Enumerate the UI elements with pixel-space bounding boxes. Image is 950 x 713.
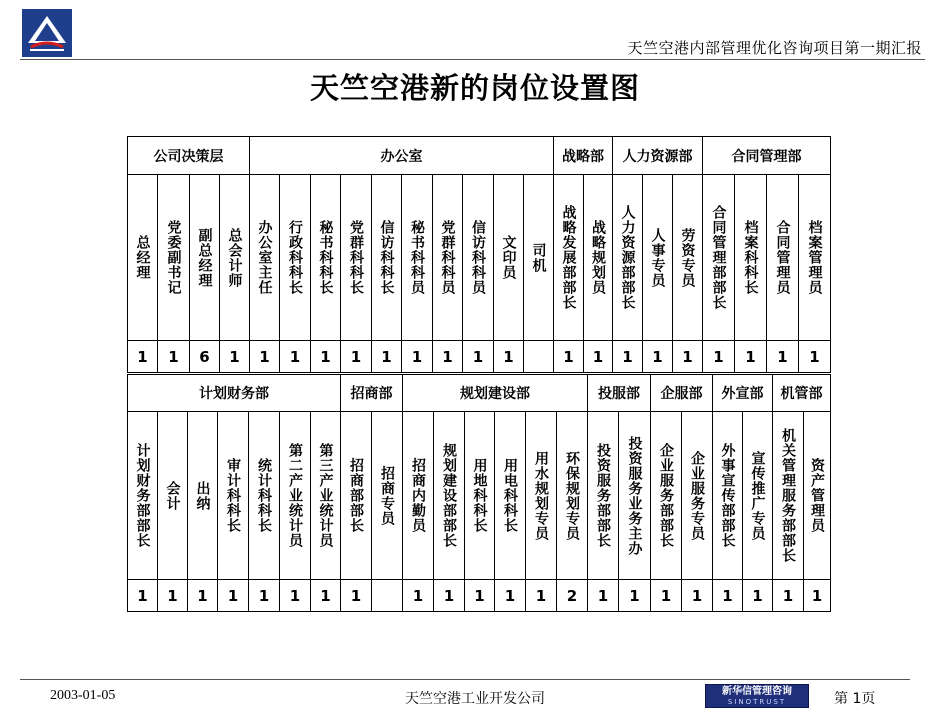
position-cell	[371, 411, 403, 580]
headcount-value: 1	[503, 347, 514, 366]
headcount-cell	[772, 579, 804, 612]
position-cell	[464, 411, 495, 580]
position-cell	[712, 411, 743, 580]
position-title: 用水规划专员	[533, 450, 549, 541]
headcount-value: 1	[682, 347, 693, 366]
consultant-logo	[705, 684, 809, 708]
position-cell	[803, 411, 831, 580]
headcount-value: 1	[472, 347, 484, 366]
department-name: 招商部	[350, 386, 393, 402]
position-title: 用地科科长	[471, 458, 488, 533]
headcount-value: 1	[258, 586, 270, 605]
headcount-value: 1	[168, 347, 179, 366]
position-cell	[681, 411, 713, 580]
position-title: 秘书科科长	[317, 220, 334, 295]
headcount-cell	[371, 340, 402, 373]
position-title: 人事专员	[649, 227, 666, 288]
position-title: 司机	[530, 242, 547, 273]
position-title: 规划建设部部长	[441, 443, 457, 548]
headcount-cell	[650, 579, 682, 612]
headcount-value: 1	[691, 586, 703, 605]
position-cell	[766, 174, 799, 341]
position-title: 劳资专员	[679, 227, 696, 288]
headcount-value: 1	[629, 586, 640, 605]
headcount-value: 1	[782, 586, 794, 605]
position-cell	[371, 174, 402, 341]
position-title: 总经理	[134, 235, 151, 280]
position-cell	[217, 411, 249, 580]
position-cell	[189, 174, 220, 341]
headcount-value: 1	[809, 347, 820, 366]
position-cell	[402, 411, 434, 580]
headcount-value: 1	[411, 347, 423, 366]
position-cell	[525, 411, 557, 580]
position-cell	[279, 174, 311, 341]
position-cell	[340, 174, 372, 341]
headcount-cell	[279, 579, 311, 612]
headcount-value: 1	[197, 586, 208, 605]
position-title: 第三产业统计员	[317, 443, 334, 548]
position-title: 机关管理服务部部长	[780, 428, 796, 563]
headcount-cell	[494, 579, 526, 612]
position-cell	[310, 411, 341, 580]
headcount-value: 6	[199, 347, 210, 366]
headcount-value: 1	[381, 347, 392, 366]
headcount-value: 1	[535, 586, 547, 605]
position-title: 计划财务部部长	[134, 443, 151, 548]
headcount-cell	[525, 579, 557, 612]
position-cell	[734, 174, 767, 341]
headcount-cell	[157, 340, 190, 373]
department-header	[402, 374, 588, 412]
headcount-value: 1	[652, 347, 663, 366]
position-title: 统计科科长	[256, 458, 272, 533]
headcount-cell	[583, 340, 613, 373]
headcount-cell	[462, 340, 494, 373]
position-cell	[127, 411, 158, 580]
position-title: 宣传推广专员	[749, 450, 766, 541]
position-title: 企业服务专员	[689, 450, 705, 541]
headcount-cell	[248, 579, 280, 612]
footer-divider	[20, 679, 910, 680]
position-cell	[587, 411, 619, 580]
headcount-cell	[672, 340, 703, 373]
headcount-cell	[556, 579, 588, 612]
headcount-cell	[127, 340, 158, 373]
position-cell	[772, 411, 804, 580]
position-cell	[553, 174, 584, 341]
position-title: 党群科科长	[348, 220, 364, 295]
headcount-value: 1	[412, 586, 424, 605]
headcount-value: 2	[566, 586, 578, 605]
position-title: 会计	[164, 480, 181, 511]
position-title: 招商内勤员	[410, 458, 426, 533]
position-cell	[279, 411, 311, 580]
department-header	[249, 136, 554, 175]
department-header	[553, 136, 613, 175]
headcount-cell	[798, 340, 831, 373]
headcount-value: 1	[474, 586, 485, 605]
position-title: 审计科科长	[225, 458, 241, 533]
headcount-value: 1	[622, 347, 633, 366]
position-title: 外事宣传部部长	[719, 443, 736, 548]
position-cell	[583, 174, 613, 341]
headcount-value: 1	[289, 347, 301, 366]
headcount-cell	[340, 579, 372, 612]
headcount-value: 1	[167, 586, 178, 605]
position-title: 信访科科长	[378, 220, 395, 295]
department-header	[127, 374, 341, 412]
position-cell	[650, 411, 682, 580]
department-name: 投服部	[598, 386, 640, 402]
headcount-value: 1	[227, 586, 239, 605]
position-title: 环保规划专员	[564, 450, 580, 541]
position-cell	[672, 174, 703, 341]
position-title: 行政科科长	[287, 220, 303, 295]
headcount-value: 1	[350, 347, 362, 366]
position-cell	[523, 174, 554, 341]
headcount-cell	[127, 579, 158, 612]
position-title: 第二产业统计员	[287, 443, 303, 548]
position-title: 企业服务部部长	[658, 443, 674, 548]
position-cell	[494, 411, 526, 580]
footer-company: 天竺空港工业开发公司	[405, 691, 545, 707]
position-title: 合同管理员	[774, 220, 791, 295]
headcount-cell	[618, 579, 651, 612]
headcount-cell	[402, 579, 434, 612]
headcount-cell	[464, 579, 495, 612]
headcount-value: 1	[442, 347, 453, 366]
position-title: 资产管理员	[809, 458, 825, 533]
headcount-cell	[766, 340, 799, 373]
consultant-logo-en: SINOTRUST	[727, 698, 787, 706]
headcount-value: 1	[745, 347, 756, 366]
position-cell	[702, 174, 735, 341]
department-name: 战略部	[562, 148, 604, 165]
page-title: 天竺空港新的岗位设置图	[309, 71, 640, 105]
position-title: 党委副书记	[165, 220, 182, 295]
position-cell	[157, 411, 188, 580]
position-title: 档案科科长	[742, 220, 759, 295]
position-cell	[310, 174, 341, 341]
position-title: 档案管理员	[806, 220, 823, 295]
headcount-cell	[803, 579, 831, 612]
department-name: 人力资源部	[622, 148, 693, 165]
header-title: 天竺空港内部管理优化咨询项目第一期汇报	[627, 39, 922, 57]
headcount-value: 1	[289, 586, 301, 605]
position-title: 用电科科长	[502, 458, 518, 533]
position-title: 投资服务业务主办	[626, 435, 643, 556]
department-header	[612, 136, 703, 175]
headcount-cell	[401, 340, 433, 373]
headcount-cell	[310, 579, 341, 612]
headcount-value: 1	[229, 347, 240, 366]
position-title: 信访科科员	[470, 220, 486, 295]
position-title: 文印员	[500, 235, 517, 280]
headcount-cell	[612, 340, 643, 373]
headcount-value: 1	[722, 586, 733, 605]
department-header	[340, 374, 403, 412]
position-cell	[249, 174, 280, 341]
headcount-value: 1	[504, 586, 516, 605]
department-name: 规划建设部	[460, 386, 530, 402]
headcount-cell	[702, 340, 735, 373]
headcount-value: 1	[777, 347, 788, 366]
department-name: 计划财务部	[199, 386, 269, 402]
headcount-cell	[493, 340, 524, 373]
headcount-cell	[433, 579, 465, 612]
position-cell	[462, 174, 494, 341]
department-name: 办公室	[380, 148, 423, 165]
position-title: 出纳	[194, 480, 211, 511]
headcount-cell	[681, 579, 713, 612]
headcount-cell	[587, 579, 619, 612]
department-header	[702, 136, 831, 175]
position-title: 战略发展部部长	[560, 205, 577, 310]
position-cell	[612, 174, 643, 341]
headcount-value: 1	[592, 347, 604, 366]
position-cell	[433, 411, 465, 580]
headcount-cell	[279, 340, 311, 373]
department-header	[650, 374, 713, 412]
position-cell	[432, 174, 463, 341]
department-name: 合同管理部	[731, 148, 802, 165]
headcount-cell	[157, 579, 188, 612]
headcount-value: 1	[597, 586, 609, 605]
department-name: 外宣部	[721, 386, 764, 402]
position-cell	[187, 411, 218, 580]
headcount-value: 1	[811, 586, 823, 605]
headcount-cell	[340, 340, 372, 373]
position-cell	[340, 411, 372, 580]
position-cell	[248, 411, 280, 580]
position-cell	[618, 411, 651, 580]
position-title: 秘书科科员	[409, 220, 425, 295]
position-title: 人力资源部部长	[619, 205, 636, 310]
headcount-cell	[219, 340, 250, 373]
position-cell	[157, 174, 190, 341]
position-title: 合同管理部部长	[710, 205, 727, 310]
headcount-cell	[310, 340, 341, 373]
footer-date: 2003-01-05	[50, 688, 116, 703]
position-title: 办公室主任	[256, 220, 273, 295]
headcount-value: 1	[259, 347, 270, 366]
headcount-value: 1	[443, 586, 455, 605]
position-title: 投资服务部部长	[595, 443, 611, 548]
department-header	[127, 136, 250, 175]
position-title: 招商部部长	[348, 458, 364, 533]
headcount-value: 1	[137, 586, 148, 605]
headcount-cell	[189, 340, 220, 373]
department-name: 机管部	[780, 386, 823, 402]
headcount-cell	[217, 579, 249, 612]
headcount-value: 1	[320, 347, 331, 366]
position-cell	[742, 411, 773, 580]
department-header	[587, 374, 651, 412]
headcount-cell	[642, 340, 673, 373]
headcount-value: 1	[752, 586, 763, 605]
page-number: 第 1页	[834, 691, 876, 707]
consultant-logo-cn: 新华信管理咨询	[722, 686, 792, 697]
position-cell	[127, 174, 158, 341]
headcount-cell	[734, 340, 767, 373]
headcount-cell	[742, 579, 773, 612]
headcount-cell	[553, 340, 584, 373]
headcount-value: 1	[563, 347, 574, 366]
position-title: 副总经理	[196, 227, 213, 288]
department-header	[772, 374, 831, 412]
position-cell	[219, 174, 250, 341]
headcount-cell	[249, 340, 280, 373]
position-cell	[401, 174, 433, 341]
headcount-value: 1	[350, 586, 362, 605]
position-title: 战略规划员	[590, 220, 606, 295]
headcount-cell	[523, 340, 554, 373]
position-cell	[798, 174, 831, 341]
department-name: 企服部	[660, 386, 703, 402]
headcount-cell	[371, 579, 403, 612]
headcount-value: 1	[137, 347, 148, 366]
department-name: 公司决策层	[153, 148, 224, 165]
position-cell	[642, 174, 673, 341]
position-title: 招商专员	[379, 465, 395, 526]
headcount-value: 1	[320, 586, 331, 605]
position-cell	[493, 174, 524, 341]
department-header	[712, 374, 773, 412]
headcount-value: 1	[713, 347, 724, 366]
position-cell	[556, 411, 588, 580]
headcount-cell	[712, 579, 743, 612]
headcount-cell	[432, 340, 463, 373]
headcount-cell	[187, 579, 218, 612]
position-title: 总会计师	[226, 227, 243, 288]
headcount-value: 1	[660, 586, 672, 605]
position-title: 党群科科员	[439, 220, 456, 295]
